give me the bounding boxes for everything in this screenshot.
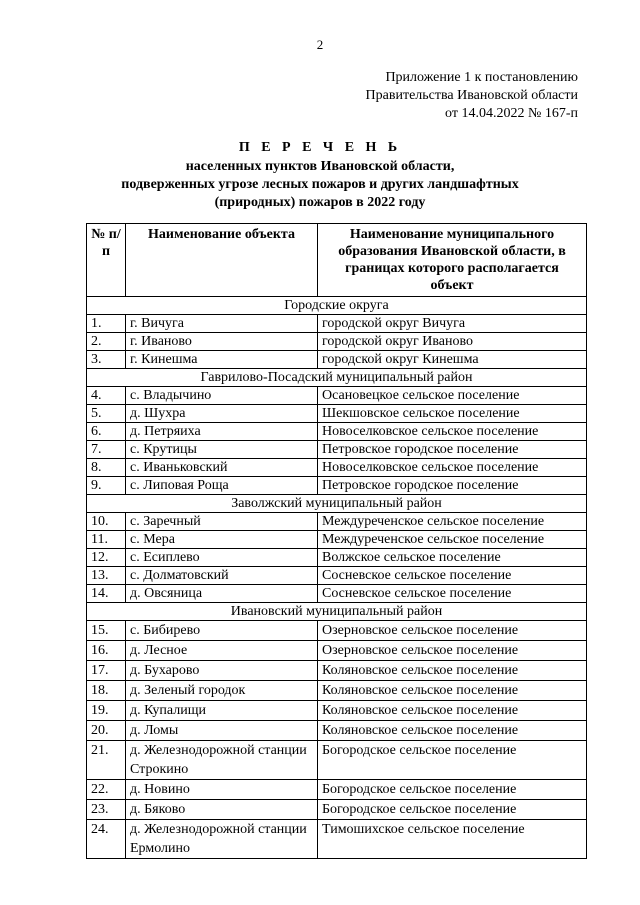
- table-row: [87, 387, 587, 405]
- table-row: [87, 333, 587, 351]
- appendix-line: от 14.04.2022 № 167-п: [445, 106, 578, 121]
- row-municipality: Богородское сельское поселение: [318, 741, 587, 780]
- row-number: 6.: [87, 423, 126, 441]
- row-number: 20.: [87, 721, 126, 741]
- row-municipality: Сосневское сельское поселение: [318, 585, 587, 603]
- table-row: [87, 681, 587, 701]
- section-title: Гаврилово-Посадский муниципальный район: [87, 369, 587, 387]
- row-municipality: Междуреченское сельское поселение: [318, 531, 587, 549]
- row-number: 10.: [87, 513, 126, 531]
- row-municipality: Осановецкое сельское поселение: [318, 387, 587, 405]
- row-number: 1.: [87, 315, 126, 333]
- row-object-name: с. Владычино: [126, 387, 318, 405]
- table-row: [87, 441, 587, 459]
- table-row: [87, 621, 587, 641]
- table-row: [87, 423, 587, 441]
- row-municipality: Озерновское сельское поселение: [318, 621, 587, 641]
- row-number: 15.: [87, 621, 126, 641]
- row-object-name: д. Зеленый городок: [126, 681, 318, 701]
- section-row: [87, 603, 587, 621]
- header-object-name: Наименование объекта: [126, 224, 318, 297]
- row-object-name: д. Лесное: [126, 641, 318, 661]
- section-row: [87, 369, 587, 387]
- section-title: Заволжский муниципальный район: [87, 495, 587, 513]
- row-object-name: г. Иваново: [126, 333, 318, 351]
- row-object-name: д. Овсяница: [126, 585, 318, 603]
- table-row: [87, 531, 587, 549]
- row-number: 9.: [87, 477, 126, 495]
- heading-line: населенных пунктов Ивановской области,: [185, 159, 455, 174]
- table-row: [87, 780, 587, 800]
- header-municipality: Наименование муниципального образования Ивановской области, в границах которого располагается объект: [318, 224, 587, 297]
- table-header-row: [87, 224, 587, 297]
- row-number: 19.: [87, 701, 126, 721]
- table-row: [87, 351, 587, 369]
- row-object-name: с. Есиплево: [126, 549, 318, 567]
- row-object-name: д. Шухра: [126, 405, 318, 423]
- section-row: [87, 297, 587, 315]
- table-row: [87, 701, 587, 721]
- row-municipality: Тимошихское сельское поселение: [318, 820, 587, 859]
- row-number: 13.: [87, 567, 126, 585]
- row-municipality: Коляновское сельское поселение: [318, 721, 587, 741]
- row-object-name: с. Мера: [126, 531, 318, 549]
- row-object-name: д. Бяково: [126, 800, 318, 820]
- table-body: [87, 297, 587, 859]
- row-object-name: д. Бухарово: [126, 661, 318, 681]
- row-number: 24.: [87, 820, 126, 859]
- row-municipality: Богородское сельское поселение: [318, 780, 587, 800]
- row-object-name: г. Кинешма: [126, 351, 318, 369]
- table-row: [87, 315, 587, 333]
- row-municipality: Междуреченское сельское поселение: [318, 513, 587, 531]
- row-object-name: д. Железнодорожной станции Ермолино: [126, 820, 318, 859]
- row-number: 21.: [87, 741, 126, 780]
- table-row: [87, 567, 587, 585]
- row-object-name: г. Вичуга: [126, 315, 318, 333]
- row-municipality: городской округ Кинешма: [318, 351, 587, 369]
- row-municipality: Новоселковское сельское поселение: [318, 459, 587, 477]
- row-object-name: с. Иваньковский: [126, 459, 318, 477]
- table-row: [87, 661, 587, 681]
- row-municipality: городской округ Иваново: [318, 333, 587, 351]
- row-municipality: Озерновское сельское поселение: [318, 641, 587, 661]
- table-row: [87, 477, 587, 495]
- section-title: Городские округа: [87, 297, 587, 315]
- table-row: [87, 405, 587, 423]
- heading-line: подверженных угрозе лесных пожаров и других ландшафтных: [121, 177, 519, 192]
- heading-line: (природных) пожаров в 2022 году: [214, 195, 426, 210]
- row-municipality: Шекшовское сельское поселение: [318, 405, 587, 423]
- appendix-line: Приложение 1 к постановлению: [385, 70, 578, 85]
- row-number: 3.: [87, 351, 126, 369]
- section-title: Ивановский муниципальный район: [87, 603, 587, 621]
- row-number: 4.: [87, 387, 126, 405]
- row-number: 14.: [87, 585, 126, 603]
- header-number: № п/п: [87, 224, 126, 297]
- row-municipality: Петровское городское поселение: [318, 441, 587, 459]
- table-row: [87, 820, 587, 859]
- row-number: 16.: [87, 641, 126, 661]
- row-number: 2.: [87, 333, 126, 351]
- row-object-name: д. Новино: [126, 780, 318, 800]
- row-number: 11.: [87, 531, 126, 549]
- document-heading: [0, 139, 640, 212]
- row-municipality: Коляновское сельское поселение: [318, 661, 587, 681]
- row-number: 18.: [87, 681, 126, 701]
- row-object-name: д. Ломы: [126, 721, 318, 741]
- row-municipality: Волжское сельское поселение: [318, 549, 587, 567]
- row-number: 12.: [87, 549, 126, 567]
- row-number: 23.: [87, 800, 126, 820]
- table-row: [87, 513, 587, 531]
- row-object-name: с. Липовая Роща: [126, 477, 318, 495]
- row-municipality: Новоселковское сельское поселение: [318, 423, 587, 441]
- row-object-name: с. Крутицы: [126, 441, 318, 459]
- settlements-table: [86, 223, 587, 859]
- table-row: [87, 585, 587, 603]
- row-municipality: Коляновское сельское поселение: [318, 681, 587, 701]
- appendix-line: Правительства Ивановской области: [365, 88, 578, 103]
- row-object-name: с. Бибирево: [126, 621, 318, 641]
- row-object-name: с. Заречный: [126, 513, 318, 531]
- row-object-name: д. Железнодорожной станции Строкино: [126, 741, 318, 780]
- table-row: [87, 641, 587, 661]
- table-row: [87, 721, 587, 741]
- table-row: [87, 741, 587, 780]
- row-municipality: Коляновское сельское поселение: [318, 701, 587, 721]
- row-municipality: Богородское сельское поселение: [318, 800, 587, 820]
- section-row: [87, 495, 587, 513]
- row-object-name: д. Петряиха: [126, 423, 318, 441]
- row-object-name: с. Долматовский: [126, 567, 318, 585]
- row-municipality: Петровское городское поселение: [318, 477, 587, 495]
- row-municipality: Сосневское сельское поселение: [318, 567, 587, 585]
- table-row: [87, 549, 587, 567]
- row-number: 7.: [87, 441, 126, 459]
- table-row: [87, 459, 587, 477]
- table-row: [87, 800, 587, 820]
- row-number: 5.: [87, 405, 126, 423]
- row-number: 22.: [87, 780, 126, 800]
- document-title: П Е Р Е Ч Е Н Ь: [238, 140, 402, 155]
- row-number: 17.: [87, 661, 126, 681]
- appendix-block: [366, 69, 578, 123]
- row-object-name: д. Купалищи: [126, 701, 318, 721]
- page-number: 2: [316, 37, 324, 52]
- row-number: 8.: [87, 459, 126, 477]
- row-municipality: городской округ Вичуга: [318, 315, 587, 333]
